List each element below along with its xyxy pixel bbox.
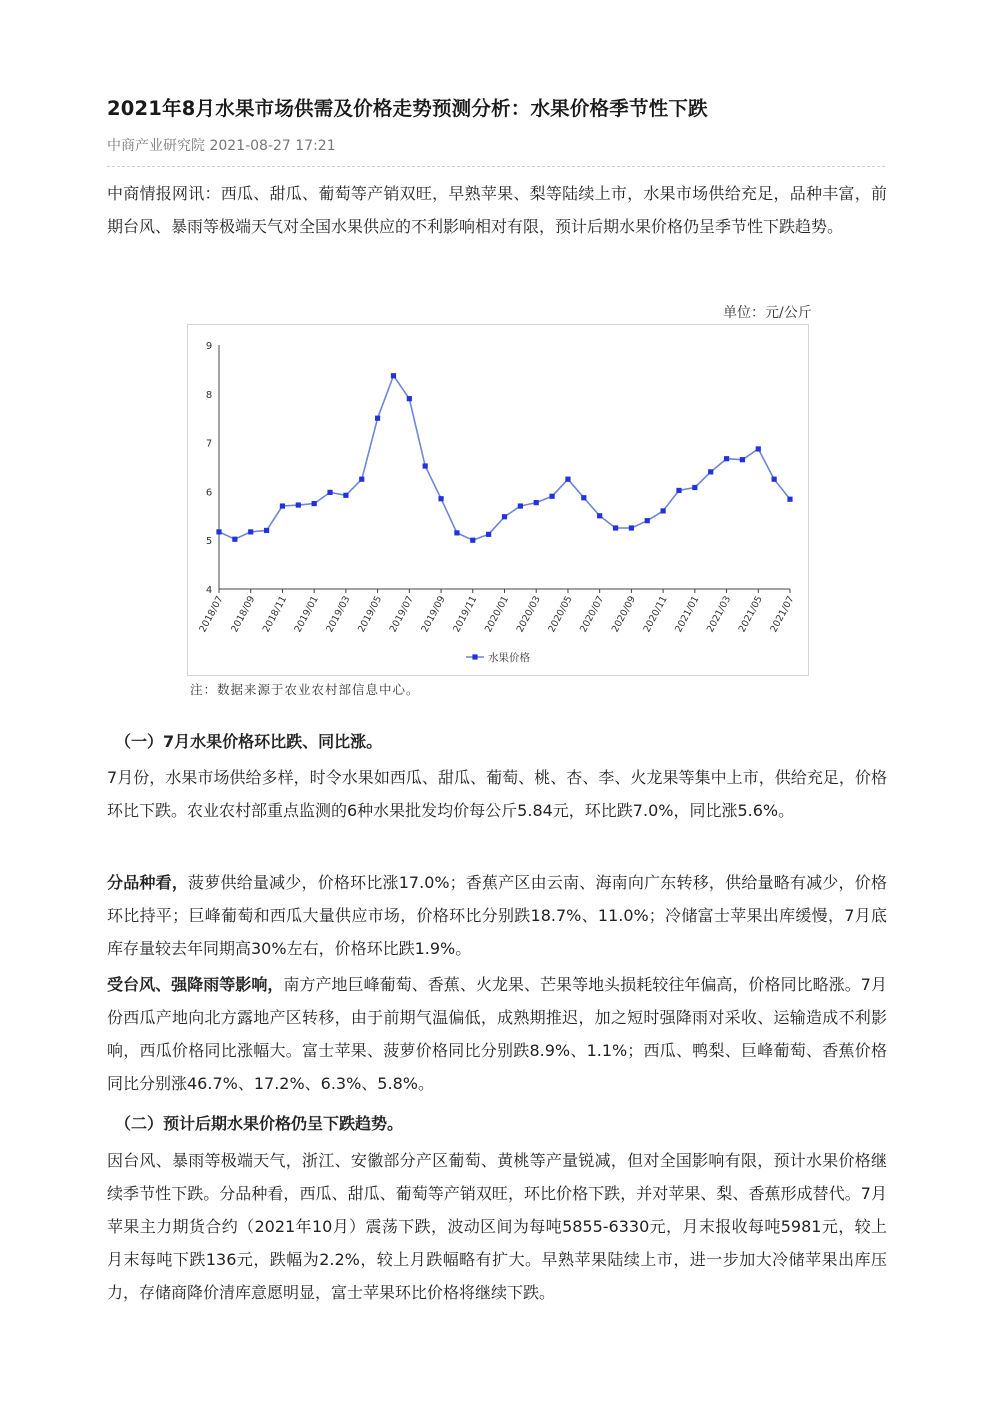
data-point <box>248 529 253 534</box>
x-tick-label: 2019/09 <box>419 594 448 635</box>
data-point <box>787 497 792 502</box>
data-point <box>280 503 285 508</box>
x-tick-label: 2021/05 <box>736 594 765 635</box>
source-note: 注：数据来源于农业农村部信息中心。 <box>190 682 420 697</box>
data-point <box>486 532 491 537</box>
section1-paragraph-3-lead: 受台风、强降雨等影响， <box>107 975 284 994</box>
data-point <box>565 477 570 482</box>
article-meta: 中商产业研究院 2021-08-27 17:21 <box>107 138 336 154</box>
data-point <box>534 500 539 505</box>
y-tick-label: 8 <box>205 389 213 401</box>
section1-paragraph-1: 7月份，水果市场供给多样，时令水果如西瓜、甜瓜、葡萄、桃、杏、李、火龙果等集中上市，供给充足，价格环比下跌。农业农村部重点监测的6种水果批发均价每公斤5.84元，环比跌7.0%，同比涨5.6%。 <box>107 768 887 820</box>
data-point <box>454 530 459 535</box>
price-chart-svg <box>188 325 808 675</box>
data-point <box>740 457 745 462</box>
legend-label: 水果价格 <box>488 652 530 664</box>
section1-paragraph-2-lead: 分品种看， <box>107 873 189 892</box>
x-tick-label: 2019/05 <box>356 594 385 635</box>
section2-heading: （二）预计后期水果价格仍呈下跌趋势。 <box>115 1114 404 1133</box>
data-point <box>375 416 380 421</box>
x-tick-label: 2018/11 <box>260 594 290 635</box>
x-tick-label: 2020/01 <box>482 594 512 635</box>
data-point <box>581 495 586 500</box>
data-point <box>438 496 443 501</box>
data-point <box>391 373 396 378</box>
section1-paragraph-2 <box>107 866 887 965</box>
data-point <box>772 477 777 482</box>
data-point <box>502 514 507 519</box>
price-chart <box>187 324 809 676</box>
data-point <box>296 502 301 507</box>
section1-paragraph-3 <box>107 968 887 1100</box>
y-tick-label: 4 <box>205 585 213 596</box>
data-point <box>423 463 428 468</box>
y-tick-label: 9 <box>205 341 213 352</box>
x-tick-label: 2019/07 <box>387 594 416 635</box>
data-point <box>216 529 221 534</box>
x-tick-label: 2020/03 <box>514 594 543 635</box>
data-point <box>613 525 618 530</box>
section1-heading: （一）7月水果价格环比跌、同比涨。 <box>115 732 383 751</box>
x-tick-label: 2020/07 <box>578 594 607 635</box>
legend-marker <box>472 654 477 659</box>
data-point <box>264 528 269 533</box>
data-point <box>232 537 237 542</box>
x-tick-label: 2021/01 <box>673 594 702 635</box>
section1-paragraph-3-body: 南方产地巨峰葡萄、香蕉、火龙果、芒果等地头损耗较往年偏高，价格同比略涨。7月份西瓜产地向北方露地产区转移，由于前期气温偏低，成熟期推迟，加之短时强降雨对采收、运输造成不利影响，西瓜价格同比涨幅大。富士苹果、菠萝价格同比分别跌8.9%、1.1%；西瓜、鸭梨、巨峰葡萄、香蕉价格同比分别涨46.7%、17.2%、6.3%、5.8%。 <box>107 975 887 1093</box>
y-tick-label: 6 <box>205 487 213 499</box>
intro-paragraph: 中商情报网讯：西瓜、甜瓜、葡萄等产销双旺，早熟苹果、梨等陆续上市，水果市场供给充足，品种丰富，前期台风、暴雨等极端天气对全国水果供应的不利影响相对有限，预计后期水果价格仍呈季节性下跌趋势。 <box>107 184 887 236</box>
data-point <box>676 488 681 493</box>
x-tick-label: 2020/09 <box>609 594 639 635</box>
data-point <box>756 446 761 451</box>
x-tick-label: 2019/03 <box>324 594 353 635</box>
data-point <box>708 469 713 474</box>
data-point <box>518 503 523 508</box>
data-point <box>549 494 554 499</box>
data-point <box>359 477 364 482</box>
data-point <box>724 456 729 461</box>
x-tick-label: 2019/01 <box>292 594 321 635</box>
x-tick-label: 2021/07 <box>768 594 797 635</box>
article-title: 2021年8月水果市场供需及价格走势预测分析：水果价格季节性下跌 <box>107 97 708 120</box>
x-tick-label: 2019/11 <box>451 594 480 635</box>
unit-label: 单位：元/公斤 <box>723 305 812 321</box>
data-point <box>645 518 650 523</box>
data-point <box>327 490 332 495</box>
data-point <box>343 493 348 498</box>
y-tick-label: 5 <box>205 536 213 548</box>
data-point <box>407 396 412 401</box>
divider <box>107 166 885 167</box>
data-point <box>470 538 475 543</box>
data-point <box>597 513 602 518</box>
section1-paragraph-2-body: 菠萝供给量减少，价格环比涨17.0%；香蕉产区由云南、海南向广东转移，供给量略有减少，价格环比持平；巨峰葡萄和西瓜大量供应市场，价格环比分别跌18.7%、11.0%；冷储富士苹果出库缓慢，7月底库存量较去年同期高30%左右，价格环比跌1.9%。 <box>107 873 887 958</box>
x-tick-label: 2020/11 <box>641 594 670 635</box>
data-point <box>629 525 634 530</box>
data-point <box>312 501 317 506</box>
data-point <box>692 485 697 490</box>
data-point <box>661 508 666 513</box>
y-tick-label: 7 <box>205 438 213 450</box>
section2-paragraph-1: 因台风、暴雨等极端天气，浙江、安徽部分产区葡萄、黄桃等产量锐减，但对全国影响有限，预计水果价格继续季节性下跌。分品种看，西瓜、甜瓜、葡萄等产销双旺，环比价格下跌，并对苹果、梨、香蕉形成替代。7月苹果主力期货合约（2021年10月）震荡下跌，波动区间为每吨5855-6330元，月末报收每吨5981元，较上月末每吨下跌136元，跌幅为2.2%，较上月跌幅略有扩大。早熟苹果陆续上市，进一步加大冷储苹果出库压力，存储商降价清库意愿明显，富士苹果环比价格将继续下跌。 <box>107 1151 887 1302</box>
x-tick-label: 2020/05 <box>546 594 575 635</box>
x-tick-label: 2018/07 <box>197 594 226 635</box>
x-tick-label: 2018/09 <box>229 594 258 635</box>
x-tick-label: 2021/03 <box>704 594 734 635</box>
